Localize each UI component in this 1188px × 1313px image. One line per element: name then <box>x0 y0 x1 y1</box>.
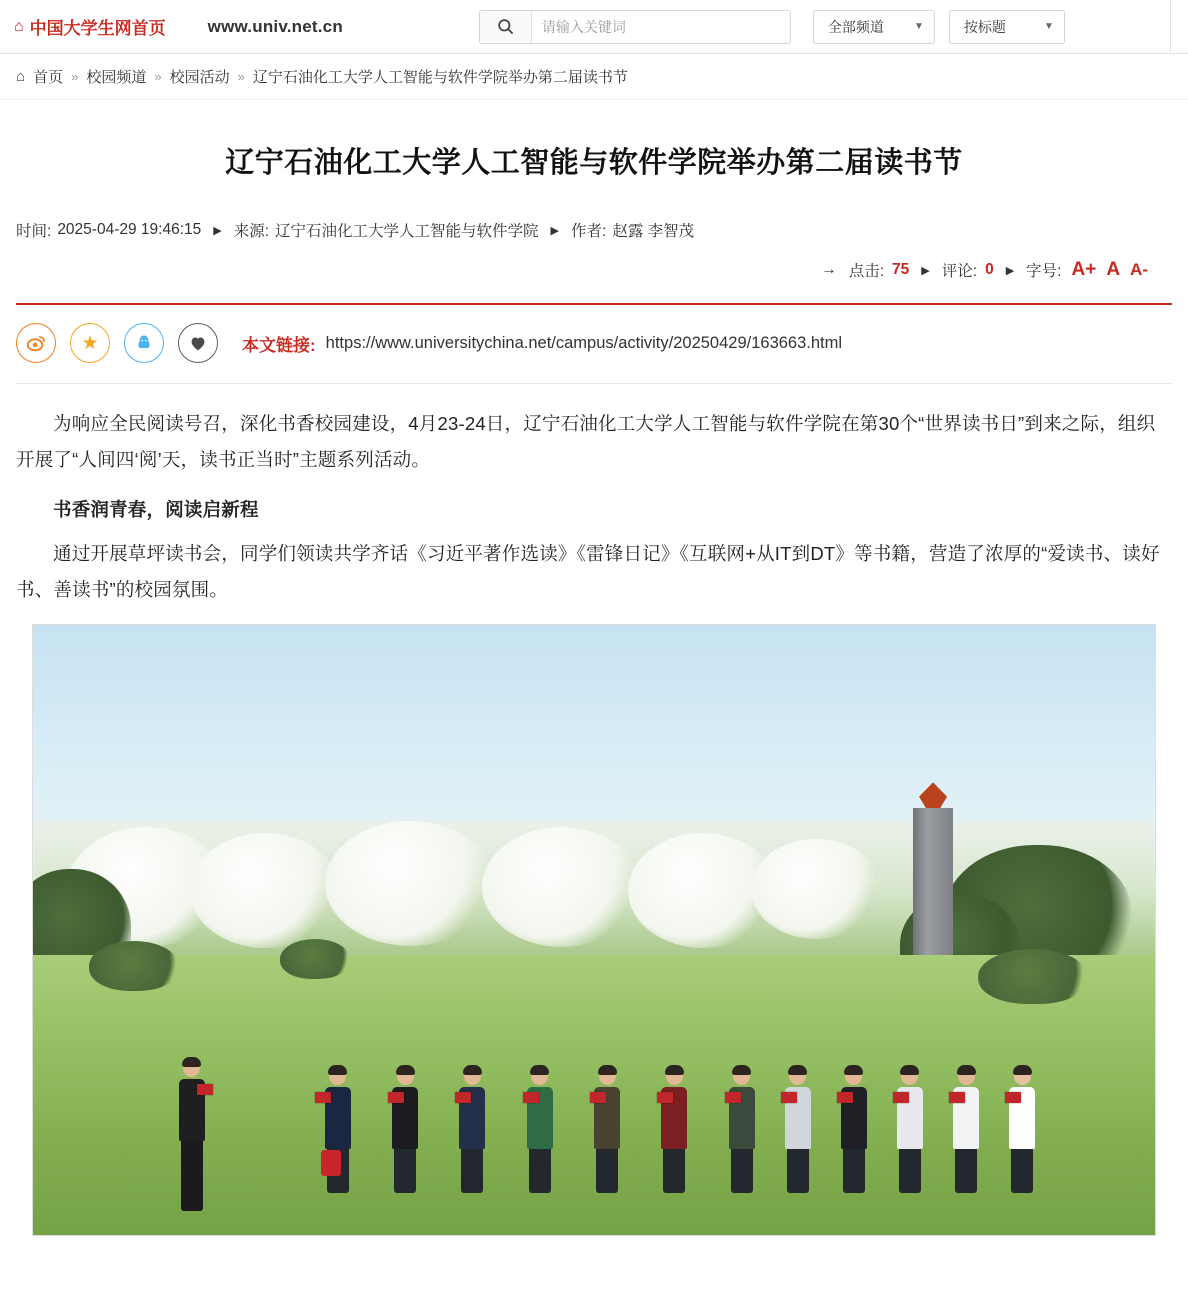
person-legs <box>955 1149 977 1193</box>
red-book <box>781 1092 797 1103</box>
breadcrumb-separator: » <box>154 69 162 84</box>
person-head <box>901 1068 918 1085</box>
campus-tower <box>913 808 953 978</box>
shrub <box>280 939 350 979</box>
article-photo-wrap <box>16 624 1172 1236</box>
breadcrumb-item-campus-activity[interactable]: 校园活动 <box>169 69 230 86</box>
red-book <box>315 1092 331 1103</box>
person-student <box>527 1068 553 1193</box>
person-legs <box>461 1149 483 1193</box>
person-student <box>953 1068 979 1193</box>
person-legs <box>1011 1149 1033 1193</box>
blossom-tree <box>325 821 495 946</box>
blossom-tree <box>482 827 642 947</box>
person-legs <box>181 1141 203 1211</box>
time-value: 2025-04-29 19:46:15 <box>57 221 202 238</box>
red-book <box>590 1092 606 1103</box>
person-head <box>845 1068 862 1085</box>
top-bar <box>0 0 1188 54</box>
site-brand[interactable] <box>14 14 166 39</box>
person-legs <box>787 1149 809 1193</box>
person-legs <box>596 1149 618 1193</box>
person-head <box>733 1068 750 1085</box>
article <box>0 140 1188 1236</box>
chevron-down-icon: ▼ <box>914 21 924 32</box>
red-book <box>388 1092 404 1103</box>
shrub <box>978 949 1088 1004</box>
site-url: www.univ.net.cn <box>207 16 343 36</box>
red-book <box>725 1092 741 1103</box>
heart-glyph <box>187 332 209 354</box>
red-book <box>523 1092 539 1103</box>
person-student <box>459 1068 485 1193</box>
red-book <box>197 1084 213 1095</box>
search-box <box>479 10 791 44</box>
clicks-value: 75 <box>892 261 910 278</box>
comments-value: 0 <box>985 261 994 278</box>
red-book <box>893 1092 909 1103</box>
author-label: 作者: <box>571 223 607 240</box>
home-icon: ⌂ <box>16 68 26 85</box>
person-student <box>897 1068 923 1193</box>
red-book <box>837 1092 853 1103</box>
person-head <box>599 1068 616 1085</box>
fontsize-controls <box>1071 259 1148 281</box>
person-head <box>397 1068 414 1085</box>
triangle-icon: ▶ <box>550 224 560 237</box>
red-book <box>657 1092 673 1103</box>
breadcrumb-item-current: 辽宁石油化工大学人工智能与软件学院举办第二届读书节 <box>252 69 628 86</box>
qq-icon[interactable] <box>124 323 164 363</box>
person-legs <box>529 1149 551 1193</box>
sort-select-label: 按标题 <box>963 18 1006 35</box>
person-legs <box>663 1149 685 1193</box>
page-right-edge <box>1170 0 1188 53</box>
site-brand-label: 中国大学生网首页 <box>29 19 166 38</box>
red-bag <box>321 1150 341 1176</box>
channel-select-label: 全部频道 <box>827 18 884 35</box>
person-student <box>325 1068 351 1193</box>
arrow-right-icon: → <box>821 261 837 278</box>
person-legs <box>394 1149 416 1193</box>
triangle-icon: ▶ <box>921 264 930 277</box>
person-head <box>789 1068 806 1085</box>
person-legs <box>899 1149 921 1193</box>
person-student <box>841 1068 867 1193</box>
chevron-down-icon: ▼ <box>1044 21 1054 32</box>
blossom-tree <box>190 833 340 948</box>
source-label: 来源: <box>233 223 270 240</box>
red-book <box>949 1092 965 1103</box>
article-meta-line-2 <box>16 259 1172 281</box>
time-label: 时间: <box>16 223 52 240</box>
clicks-label: 点击: <box>848 263 885 280</box>
breadcrumb-item-campus-channel[interactable]: 校园频道 <box>86 69 147 86</box>
paragraph: 通过开展草坪读书会，同学们领读共学齐话《习近平著作选读》《雷锋日记》《互联网+从IT到DT》等书籍，营造了浓厚的“爱读书、读好书、善读书”的校园氛围。 <box>16 543 1160 601</box>
person-student <box>594 1068 620 1193</box>
qq-glyph <box>134 332 154 354</box>
red-book <box>455 1092 471 1103</box>
share-row <box>16 305 1172 384</box>
red-book <box>1005 1092 1021 1103</box>
author-value: 赵露 李智茂 <box>612 223 695 240</box>
person-legs <box>731 1149 753 1193</box>
font-decrease-button[interactable]: A- <box>1130 260 1148 279</box>
comments-label: 评论: <box>941 263 978 280</box>
sort-select[interactable] <box>949 10 1065 44</box>
person-head <box>958 1068 975 1085</box>
person-student <box>661 1068 687 1193</box>
home-icon: ⌂ <box>14 17 24 35</box>
breadcrumb-separator: » <box>71 69 79 84</box>
channel-select[interactable] <box>813 10 935 44</box>
article-photo <box>32 624 1156 1236</box>
person-head <box>531 1068 548 1085</box>
weibo-icon[interactable] <box>16 323 56 363</box>
article-body <box>16 384 1172 608</box>
article-link-url[interactable]: https://www.universitychina.net/campus/activity/20250429/163663.html <box>325 333 843 352</box>
person-student <box>1009 1068 1035 1193</box>
person-teacher <box>179 1060 205 1211</box>
article-link-label: 本文链接: <box>242 335 316 355</box>
subheading: 书香润青春，阅读启新程 <box>53 499 259 521</box>
triangle-icon: ▶ <box>1005 264 1015 277</box>
page-title: 辽宁石油化工大学人工智能与软件学院举办第二届读书节 <box>225 147 963 179</box>
person-head <box>464 1068 481 1085</box>
person-student <box>785 1068 811 1193</box>
breadcrumb <box>0 54 1188 100</box>
breadcrumb-separator: » <box>237 69 245 84</box>
person-head <box>1014 1068 1031 1085</box>
font-increase-button[interactable]: A+ <box>1071 259 1097 280</box>
blossom-tree <box>751 839 881 939</box>
person-head <box>183 1060 200 1077</box>
font-normal-button[interactable]: A <box>1106 259 1121 280</box>
person-student <box>729 1068 755 1193</box>
person-legs <box>843 1149 865 1193</box>
source-value: 辽宁石油化工大学人工智能与软件学院 <box>275 223 539 240</box>
search-button[interactable] <box>480 11 532 43</box>
person-student <box>392 1068 418 1193</box>
breadcrumb-item-home[interactable]: 首页 <box>33 69 64 86</box>
paragraph: 为响应全民阅读号召，深化书香校园建设，4月23-24日，辽宁石油化工大学人工智能与软件学院在第30个“世界读书日”到来之际，组织开展了“人间四‘阅’天，读书正当时”主题系列活动。 <box>16 413 1156 471</box>
person-head <box>329 1068 346 1085</box>
search-icon <box>496 17 515 36</box>
favorite-star-icon[interactable]: ★ <box>70 323 110 363</box>
search-input[interactable] <box>532 11 790 43</box>
wechat-heart-icon[interactable] <box>178 323 218 363</box>
person-head <box>666 1068 683 1085</box>
triangle-icon: ▶ <box>213 224 222 237</box>
fontsize-label: 字号: <box>1026 263 1062 280</box>
weibo-glyph <box>25 332 47 354</box>
article-meta-line-1 <box>16 219 1172 241</box>
shrub <box>89 941 179 991</box>
